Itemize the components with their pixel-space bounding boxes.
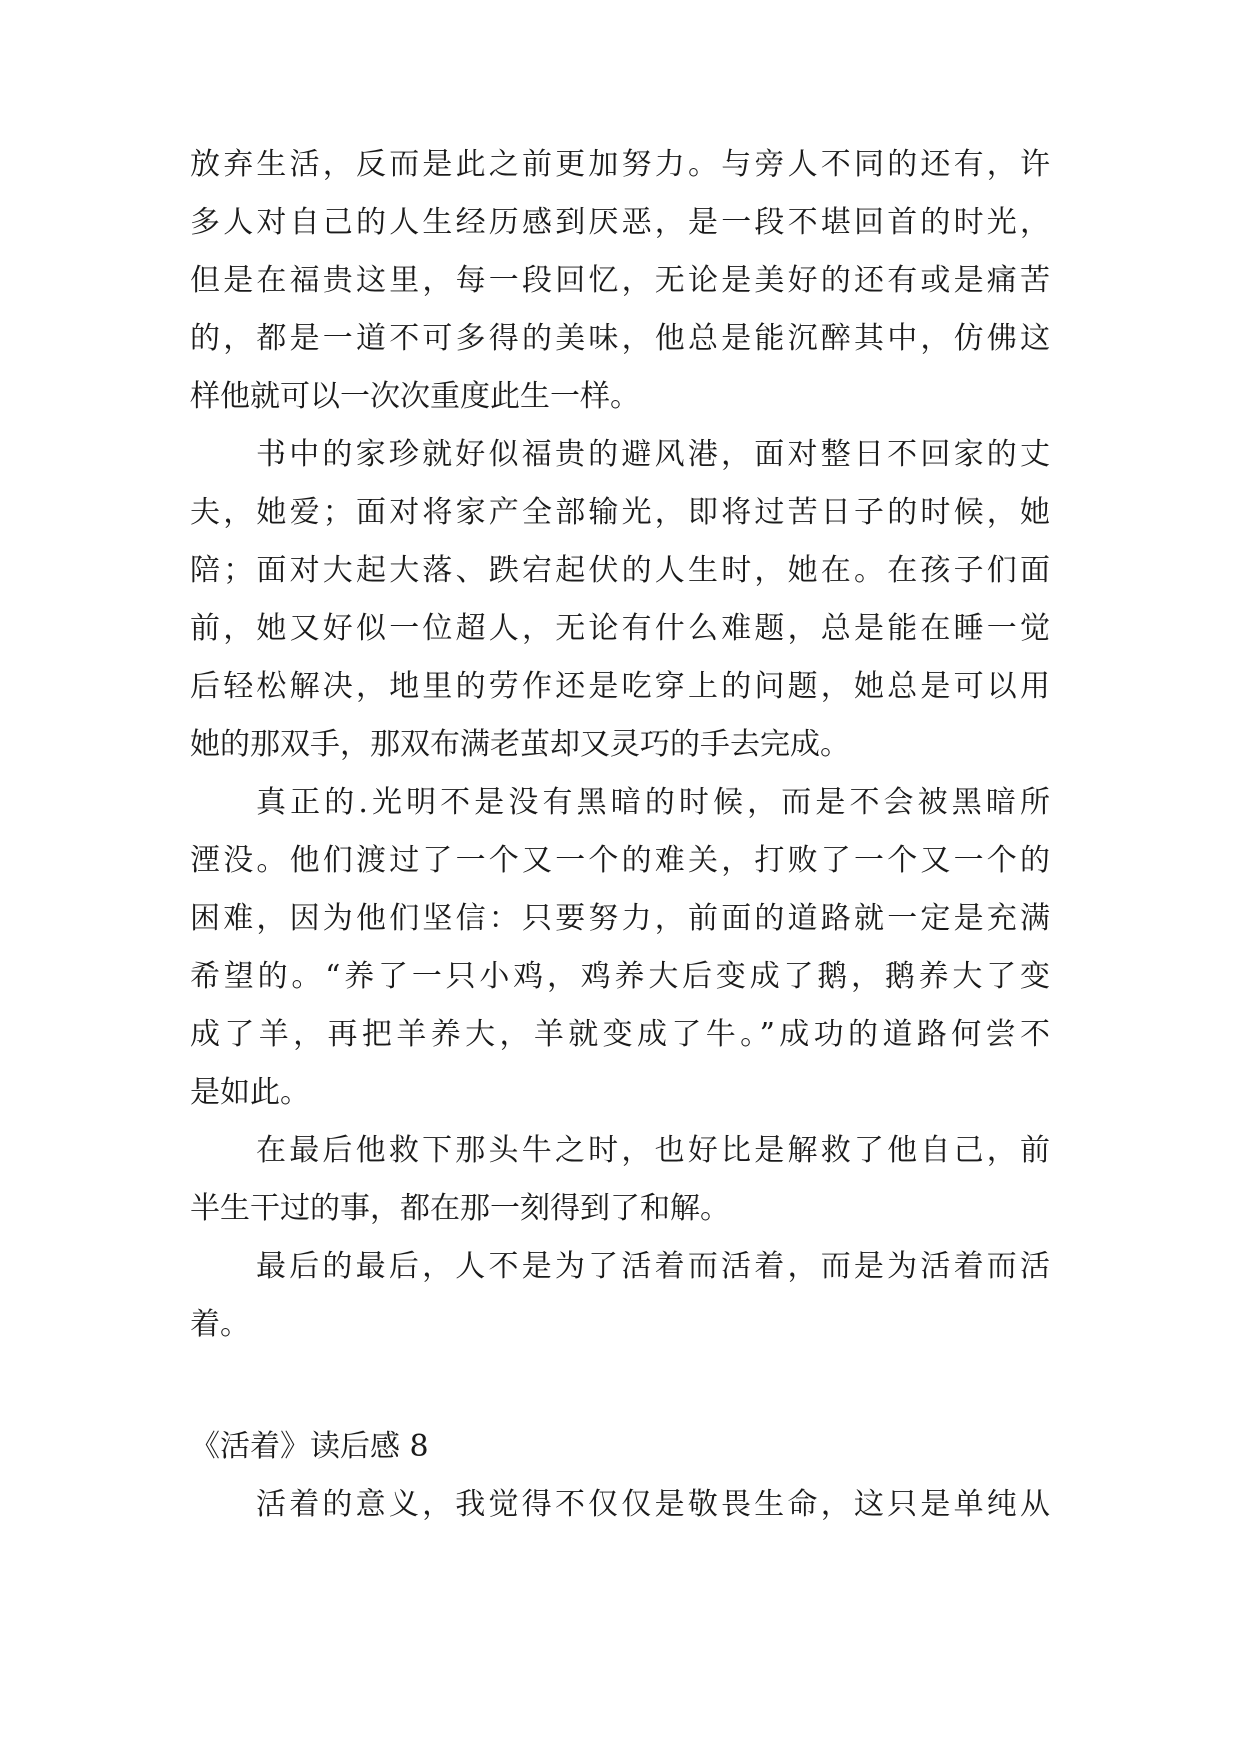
paragraph-1-line-2: 多人对自己的人生经历感到厌恶，是一段不堪回首的时光， bbox=[190, 205, 1050, 240]
paragraph-3-line-5: 成了羊，再把羊养大，羊就变成了牛。”成功的道路何尝不 bbox=[190, 1017, 1050, 1052]
paragraph-5-line-2: 着。 bbox=[190, 1307, 250, 1342]
paragraph-1-line-3: 但是在福贵这里，每一段回忆，无论是美好的还有或是痛苦 bbox=[190, 263, 1050, 298]
paragraph-3-line-2: 湮没。他们渡过了一个又一个的难关，打败了一个又一个的 bbox=[190, 843, 1050, 878]
paragraph-4-line-1: 在最后他救下那头牛之时，也好比是解救了他自己，前 bbox=[256, 1133, 1050, 1168]
paragraph-2-line-4: 前，她又好似一位超人，无论有什么难题，总是能在睡一觉 bbox=[190, 611, 1050, 646]
paragraph-2-line-5: 后轻松解决，地里的劳作还是吃穿上的问题，她总是可以用 bbox=[190, 669, 1050, 704]
paragraph-2-line-1: 书中的家珍就好似福贵的避风港，面对整日不回家的丈 bbox=[256, 437, 1050, 472]
paragraph-3-line-1: 真正的.光明不是没有黑暗的时候，而是不会被黑暗所 bbox=[256, 785, 1050, 820]
paragraph-3-line-3: 困难，因为他们坚信：只要努力，前面的道路就一定是充满 bbox=[190, 901, 1050, 936]
next-paragraph-line-1: 活着的意义，我觉得不仅仅是敬畏生命，这只是单纯从 bbox=[256, 1487, 1050, 1522]
paragraph-2-line-2: 夫，她爱；面对将家产全部输光，即将过苦日子的时候，她 bbox=[190, 495, 1050, 530]
section-heading: 《活着》读后感 8 bbox=[190, 1429, 429, 1464]
paragraph-1-line-5: 样他就可以一次次重度此生一样。 bbox=[190, 379, 640, 414]
paragraph-1-line-1: 放弃生活，反而是此之前更加努力。与旁人不同的还有，许 bbox=[190, 147, 1050, 182]
paragraph-3-line-4: 希望的。“养了一只小鸡，鸡养大后变成了鹅，鹅养大了变 bbox=[190, 959, 1050, 994]
paragraph-5-line-1: 最后的最后，人不是为了活着而活着，而是为活着而活 bbox=[256, 1249, 1050, 1284]
paragraph-2-line-6: 她的那双手，那双布满老茧却又灵巧的手去完成。 bbox=[190, 727, 850, 762]
paragraph-4-line-2: 半生干过的事，都在那一刻得到了和解。 bbox=[190, 1191, 730, 1226]
paragraph-3-line-6: 是如此。 bbox=[190, 1075, 310, 1110]
paragraph-2-line-3: 陪；面对大起大落、跌宕起伏的人生时，她在。在孩子们面 bbox=[190, 553, 1050, 588]
paragraph-1-line-4: 的，都是一道不可多得的美味，他总是能沉醉其中，仿佛这 bbox=[190, 321, 1050, 356]
